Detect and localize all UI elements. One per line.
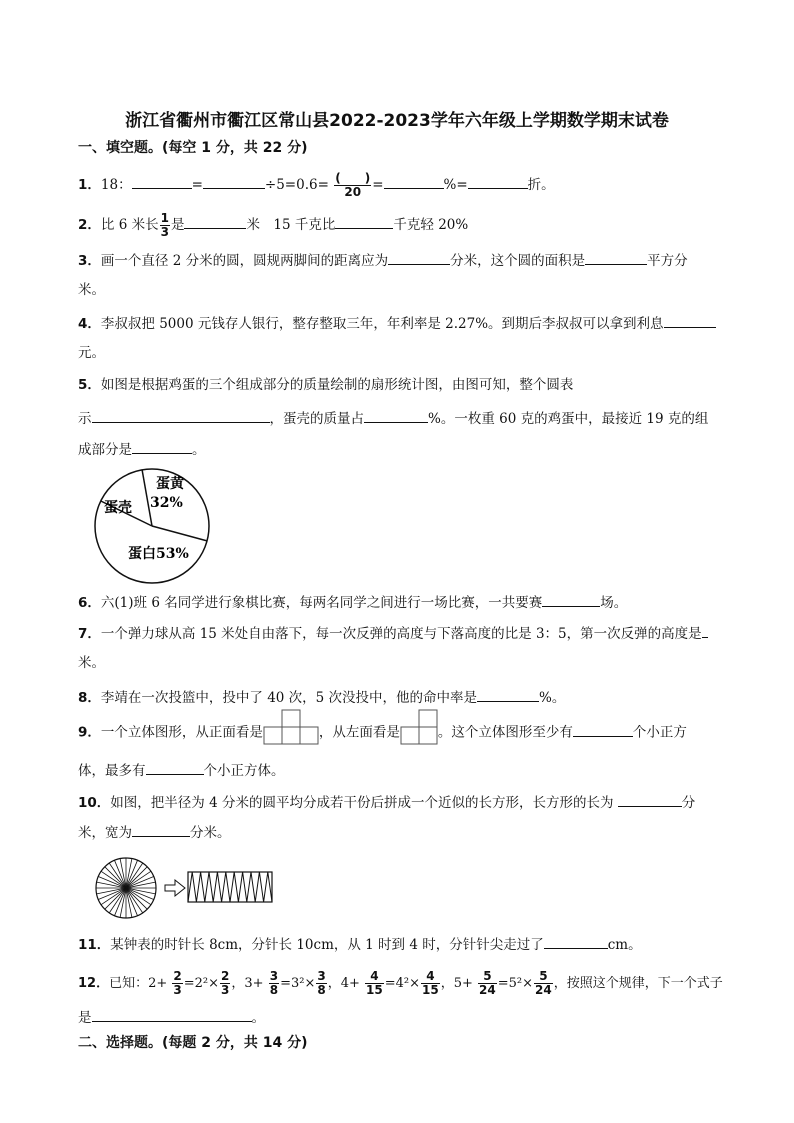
page-title: 浙江省衢州市衢江区常山县2022-2023学年六年级上学期数学期末试卷 — [125, 111, 669, 131]
answer-blank[interactable] — [664, 313, 716, 328]
text: = — [191, 177, 203, 193]
pie-label-yolk-pct: 32% — [150, 495, 183, 511]
denominator: 3 — [221, 983, 230, 997]
denominator: 8 — [269, 983, 279, 997]
question-number: 6． — [78, 595, 101, 611]
text: 某钟表的时针长 8cm，分针长 10cm，从 1 时到 4 时，分针针尖走过了 — [110, 937, 544, 953]
answer-blank[interactable] — [203, 174, 265, 189]
text: 分 — [681, 795, 696, 811]
fraction — [334, 172, 371, 199]
denominator: 24 — [479, 983, 496, 997]
answer-blank[interactable] — [146, 760, 204, 775]
text: ，从左面看是 — [318, 724, 400, 741]
text: 如图，把半径为 4 分米的圆平均分成若干份后拼成一个近似的长方形，长方形的长为 — [110, 795, 614, 811]
text: 分米。 — [190, 825, 231, 841]
text: 。 — [251, 1010, 265, 1026]
question-number: 2． — [78, 217, 101, 233]
question-number: 11． — [78, 937, 111, 953]
text: 米 15 千克比 — [246, 217, 336, 233]
question-8 — [78, 687, 565, 707]
text: 是 — [170, 217, 185, 233]
denominator: 3 — [160, 225, 169, 239]
text: ，4+ — [327, 976, 360, 991]
answer-blank[interactable] — [585, 250, 647, 265]
question-4 — [78, 313, 716, 333]
text: 如图是根据鸡蛋的三个组成部分的质量绘制的扇形统计图，由图可知，整个圆表 — [100, 377, 574, 393]
text: 李靖在一次投篮中，投中了 40 次，5 次没投中，他的命中率是 — [100, 690, 478, 706]
question-number: 1． — [78, 177, 101, 193]
question-5-cont — [78, 408, 708, 428]
section-heading-multiple-choice: 二、选择题。(每题 2 分，共 14 分) — [78, 1035, 308, 1051]
text: =5²× — [497, 976, 534, 991]
text: ÷5=0.6= — [264, 177, 329, 193]
question-number: 3． — [78, 253, 101, 269]
question-12-cont — [78, 1007, 265, 1027]
numerator: 3 — [269, 969, 279, 983]
answer-blank[interactable] — [132, 439, 192, 454]
text: 千克轻 20% — [393, 217, 469, 233]
denominator: 24 — [535, 983, 552, 997]
fraction — [478, 970, 497, 997]
divided-circle — [96, 858, 156, 918]
answer-blank[interactable] — [92, 1007, 252, 1022]
denominator: 20 — [344, 185, 362, 199]
text: =2²× — [183, 976, 220, 991]
question-number: 7． — [78, 626, 101, 642]
fraction — [269, 970, 279, 997]
text: ，按照这个规律，下一个式子 — [553, 976, 723, 991]
question-number: 8． — [78, 690, 101, 706]
answer-blank[interactable] — [184, 214, 246, 229]
numerator: 5 — [478, 970, 497, 984]
text: =3²× — [280, 976, 316, 991]
text: 是 — [78, 1010, 92, 1026]
text: 18： — [100, 177, 132, 193]
question-number: 12． — [78, 976, 110, 991]
text: 。 — [192, 442, 206, 458]
numerator: 3 — [317, 969, 326, 983]
question-7 — [78, 623, 708, 643]
pie-divider — [152, 526, 207, 541]
question-number: 10． — [78, 795, 111, 811]
fraction — [172, 970, 182, 997]
answer-blank[interactable] — [388, 250, 450, 265]
fraction — [534, 970, 553, 997]
numerator: 5 — [534, 970, 553, 984]
question-12 — [78, 970, 723, 997]
answer-blank[interactable] — [364, 408, 428, 423]
numerator: 2 — [173, 969, 182, 983]
egg-pie-chart — [90, 466, 216, 586]
answer-blank[interactable] — [573, 722, 633, 737]
text: 个小正方体。 — [203, 763, 285, 779]
answer-blank[interactable] — [544, 934, 608, 949]
answer-blank[interactable] — [618, 792, 682, 807]
circle-spoke — [105, 888, 126, 909]
numerator: 4 — [421, 970, 440, 984]
fraction — [220, 970, 230, 997]
text: 体，最多有 — [78, 763, 146, 779]
text: 个小正方 — [632, 724, 687, 741]
approx-rectangle — [188, 872, 272, 902]
question-number: 9． — [78, 724, 101, 741]
circle-spoke — [126, 867, 147, 888]
question-5-cont2 — [78, 439, 206, 459]
numerator[interactable]: ( ) — [335, 171, 371, 185]
question-3 — [78, 250, 688, 270]
question-1 — [78, 172, 555, 199]
question-10-cont — [78, 822, 231, 842]
circle-spoke — [105, 867, 126, 888]
text: %。一枚重 60 克的鸡蛋中，最接近 19 克的组 — [428, 411, 709, 427]
answer-blank[interactable] — [702, 623, 708, 638]
text: ，蛋壳的质量占 — [269, 411, 364, 427]
answer-blank[interactable] — [335, 214, 393, 229]
question-4-cont: 元。 — [78, 345, 105, 361]
denominator: 3 — [173, 983, 182, 997]
fraction — [365, 970, 384, 997]
zigzag-sectors — [188, 872, 272, 902]
question-11 — [78, 934, 642, 954]
pie-label-white: 蛋白53% — [128, 546, 189, 562]
front-view-figure — [263, 709, 319, 745]
fraction — [421, 970, 440, 997]
numerator: 4 — [365, 970, 384, 984]
text: 场。 — [600, 595, 628, 611]
text: 成部分是 — [78, 442, 132, 458]
answer-blank[interactable] — [468, 174, 528, 189]
text: 。这个立体图形至少有 — [437, 724, 573, 741]
answer-blank[interactable] — [92, 408, 270, 423]
text: 六(1)班 6 名同学进行象棋比赛，每两名同学之间进行一场比赛，一共要赛 — [100, 595, 543, 611]
pie-label-yolk: 蛋黄 — [156, 476, 184, 492]
text: 比 6 米长 — [100, 217, 159, 233]
answer-blank[interactable] — [384, 174, 444, 189]
numerator: 1 — [160, 211, 169, 225]
text: 示 — [78, 411, 92, 427]
text: =4²× — [384, 976, 421, 991]
question-10 — [78, 792, 695, 812]
text: cm。 — [607, 937, 642, 953]
text: 一个弹力球从高 15 米处自由落下，每一次反弹的高度与下落高度的比是 3：5，第一次反弹的高度是 — [100, 626, 702, 642]
text: 折。 — [527, 177, 555, 193]
fraction — [316, 970, 326, 997]
fraction — [160, 212, 170, 239]
answer-blank[interactable] — [542, 592, 600, 607]
denominator: 15 — [366, 983, 383, 997]
text: 分米，这个圆的面积是 — [450, 253, 586, 269]
text: 平方分 — [647, 253, 688, 269]
text: 画一个直径 2 分米的圆，圆规两脚间的距离应为 — [100, 253, 389, 269]
question-9 — [78, 721, 687, 745]
circle-spoke — [126, 888, 147, 909]
denominator: 15 — [422, 983, 439, 997]
question-9-cont — [78, 760, 285, 780]
text: 米，宽为 — [78, 825, 132, 841]
text: ，5+ — [440, 976, 473, 991]
text: %。 — [539, 690, 566, 706]
question-number: 4． — [78, 316, 101, 332]
text: %= — [443, 177, 468, 193]
answer-blank[interactable] — [132, 174, 192, 189]
section-heading-fill-blank: 一、填空题。(每空 1 分，共 22 分) — [78, 140, 308, 156]
numerator: 2 — [221, 969, 230, 983]
denominator: 8 — [317, 983, 326, 997]
text: = — [372, 177, 384, 193]
text: 李叔叔把 5000 元钱存人银行，整存整取三年，年利率是 2.27%。到期后李叔叔可以拿到利息 — [100, 316, 664, 332]
pie-label-shell: 蛋壳 — [104, 500, 132, 516]
question-2 — [78, 212, 468, 239]
question-7-cont: 米。 — [78, 655, 105, 671]
arrow-icon — [165, 880, 185, 896]
answer-blank[interactable] — [477, 687, 539, 702]
text: 已知：2+ — [109, 976, 168, 991]
question-3-cont: 米。 — [78, 282, 105, 298]
text: ，3+ — [231, 976, 264, 991]
text: 一个立体图形，从正面看是 — [100, 724, 263, 741]
circle-to-rectangle-figure — [95, 856, 279, 922]
answer-blank[interactable] — [132, 822, 190, 837]
question-6 — [78, 592, 627, 612]
question-5 — [78, 376, 573, 394]
left-view-figure — [400, 709, 438, 745]
question-number: 5． — [78, 377, 101, 393]
